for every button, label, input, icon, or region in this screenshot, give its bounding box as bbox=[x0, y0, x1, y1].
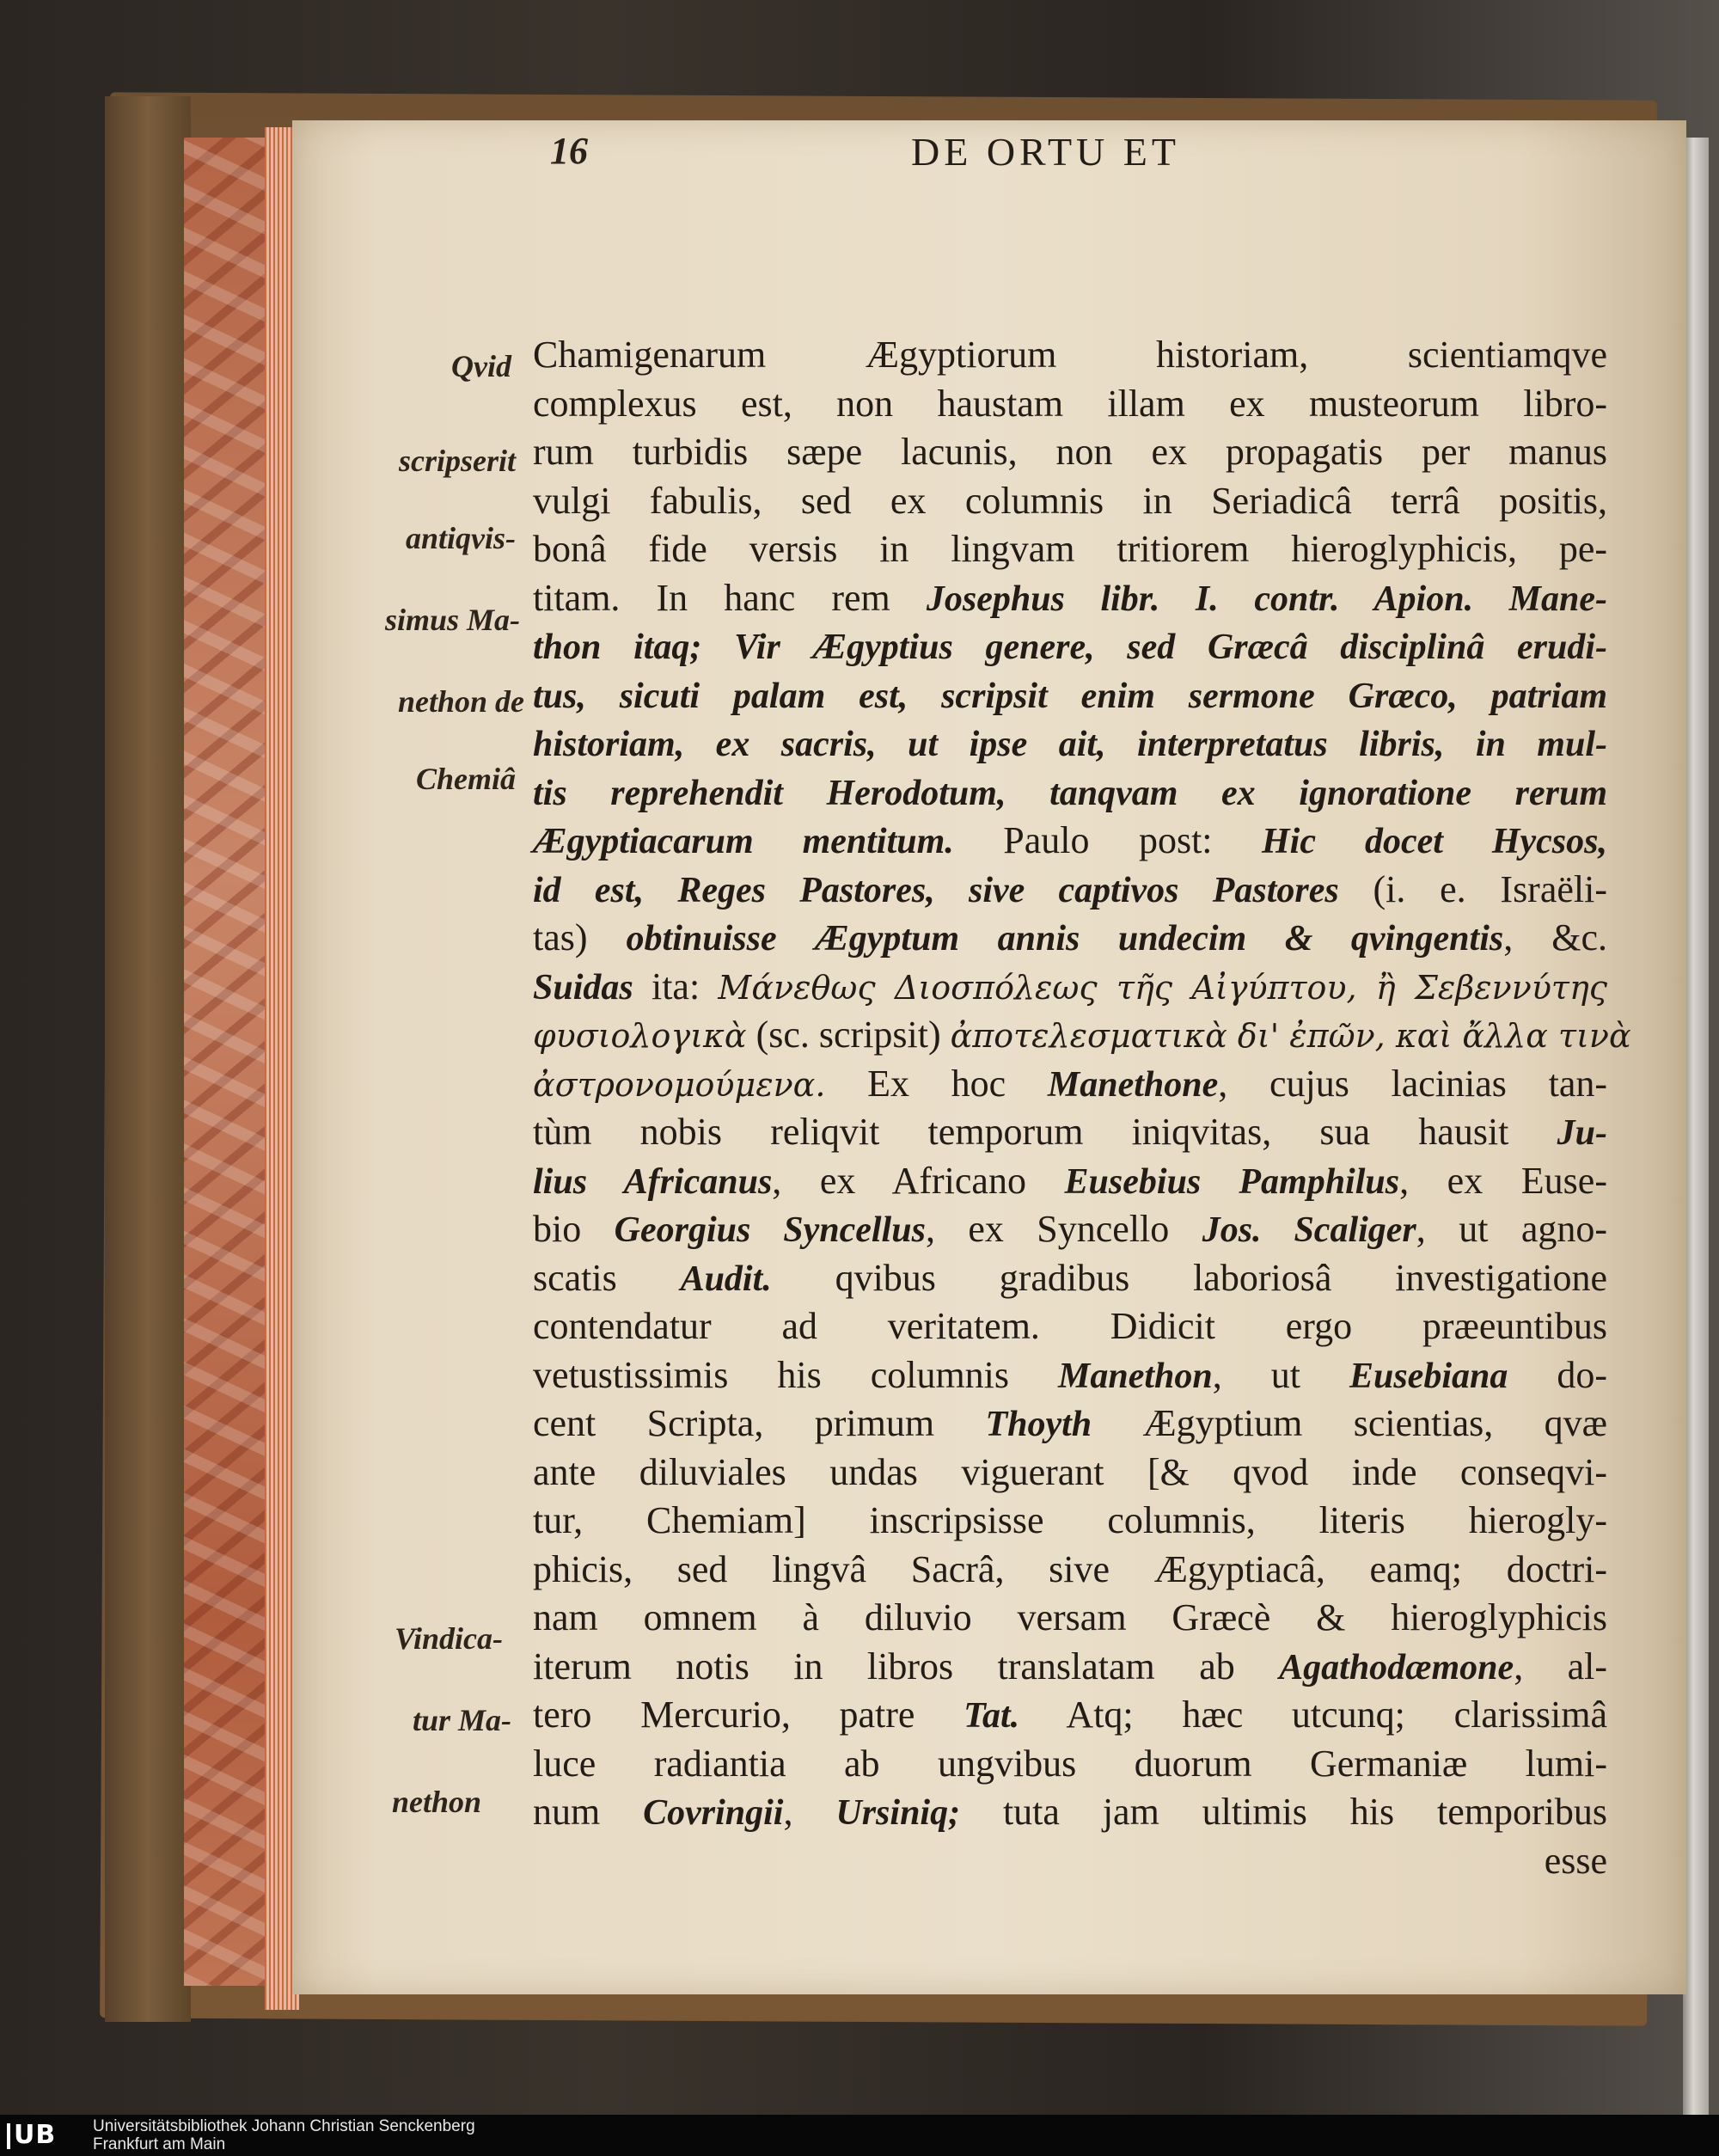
roman-text: bonâ fide versis in lingvam tritiorem hieroglyphicis, pe- bbox=[533, 528, 1607, 570]
roman-text: iterum notis in libros translatam ab bbox=[533, 1645, 1280, 1687]
text-line bbox=[533, 1497, 1607, 1546]
margin-note: Qvid bbox=[451, 349, 511, 383]
roman-text: titam. In hanc rem bbox=[533, 576, 927, 619]
text-line bbox=[533, 1205, 1607, 1254]
italic-text: Hic docet Hycsos, bbox=[1262, 822, 1608, 861]
margin-note: nethon de bbox=[397, 684, 524, 719]
italic-text: tus, sicuti palam est, scripsit enim sermone Græco, patriam bbox=[533, 676, 1607, 716]
roman-text: complexus est, non haustam illam ex musteorum libro- bbox=[533, 382, 1607, 425]
text-line bbox=[533, 477, 1607, 526]
italic-text: Eusebius Pamphilus bbox=[1064, 1161, 1400, 1202]
text-line bbox=[533, 380, 1607, 429]
roman-text: Paulo post: bbox=[953, 819, 1262, 861]
text-line bbox=[533, 866, 1607, 915]
italic-text: id est, Reges Pastores, sive captivos Pastores bbox=[533, 870, 1339, 910]
margin-note: simus Ma- bbox=[384, 603, 520, 637]
text-line bbox=[533, 720, 1607, 769]
roman-text: scatis bbox=[533, 1256, 681, 1299]
margin-note: antiqvis- bbox=[405, 521, 516, 555]
text-line bbox=[533, 817, 1607, 866]
roman-text: nam omnem à diluvio versam Græcè & hieroglyphicis bbox=[533, 1596, 1607, 1638]
margin-note: scripserit bbox=[398, 444, 516, 478]
text-line bbox=[533, 1011, 1631, 1060]
margin-note: Vindica- bbox=[394, 1621, 503, 1656]
roman-text: tero Mercurio, patre bbox=[533, 1694, 964, 1736]
roman-text: cent Scripta, primum bbox=[533, 1402, 986, 1444]
roman-text: Chamigenarum Ægyptiorum historiam, scientiamqve bbox=[533, 334, 1607, 376]
italic-text: Audit. bbox=[680, 1259, 772, 1299]
roman-text: rum turbidis sæpe lacunis, non ex propagatis per manus bbox=[533, 431, 1607, 473]
roman-text: tuta jam ultimis his temporibus bbox=[960, 1791, 1608, 1833]
text-line bbox=[533, 914, 1607, 963]
greek-text: ἀστρονομούμενα. bbox=[533, 1065, 826, 1104]
roman-text: , ut agno- bbox=[1416, 1208, 1608, 1250]
roman-text: do- bbox=[1508, 1353, 1608, 1396]
roman-text: num bbox=[533, 1791, 644, 1833]
text-line bbox=[533, 1594, 1607, 1643]
text-line bbox=[533, 769, 1607, 818]
italic-text: Manethone bbox=[1047, 1064, 1219, 1105]
italic-text: Ju- bbox=[1557, 1113, 1607, 1153]
text-line bbox=[533, 1351, 1607, 1400]
roman-text: Atq; hæc utcunq; clarissimâ bbox=[1019, 1694, 1607, 1736]
text-line bbox=[533, 331, 1607, 380]
roman-text: , ut bbox=[1212, 1353, 1349, 1396]
greek-text: φυσιολογικὰ bbox=[533, 1017, 747, 1055]
italic-text: obtinuisse Ægyptum annis undecim & qvingentis bbox=[626, 919, 1504, 959]
italic-text: Tat. bbox=[963, 1696, 1020, 1736]
text-line bbox=[533, 622, 1607, 671]
text-line bbox=[533, 1302, 1607, 1351]
body-text bbox=[533, 331, 1631, 1885]
roman-text: , &c. bbox=[1503, 916, 1607, 959]
italic-text: Ursiniq; bbox=[835, 1793, 961, 1833]
text-line bbox=[533, 1449, 1607, 1498]
roman-text: ante diluviales undas viguerant [& qvod inde conseqvi- bbox=[533, 1450, 1607, 1493]
text-line bbox=[533, 1643, 1607, 1692]
roman-text: phicis, sed lingvâ Sacrâ, sive Ægyptiacâ, eamq; doctri- bbox=[533, 1547, 1607, 1590]
roman-text: , bbox=[783, 1791, 836, 1833]
text-line bbox=[533, 1400, 1607, 1449]
adjacent-page-edge bbox=[1683, 138, 1709, 2115]
italic-text: historiam, ex sacris, ut ipse ait, interpretatus libris, in mul- bbox=[533, 725, 1607, 764]
italic-text: lius Africanus bbox=[533, 1161, 773, 1202]
italic-text: Josephus libr. I. contr. Apion. Mane- bbox=[926, 579, 1607, 619]
library-name-line2: Frankfurt am Main bbox=[93, 2135, 226, 2153]
roman-text: qvibus gradibus laboriosâ investigatione bbox=[771, 1256, 1607, 1299]
roman-text: vetustissimis his columnis bbox=[533, 1353, 1059, 1396]
text-line bbox=[533, 1546, 1607, 1595]
roman-text: Ægyptium scientias, qvæ bbox=[1092, 1402, 1607, 1444]
roman-text: , al- bbox=[1514, 1645, 1608, 1687]
roman-text: ita: bbox=[633, 965, 719, 1008]
text-line bbox=[533, 1157, 1607, 1206]
italic-text: Manethon bbox=[1058, 1356, 1213, 1396]
text-line bbox=[533, 1788, 1607, 1837]
italic-text: Ægyptiacarum mentitum. bbox=[533, 822, 954, 861]
roman-text: tur, Chemiam] inscripsisse columnis, literis hierogly- bbox=[533, 1499, 1607, 1541]
italic-text: Eusebiana bbox=[1349, 1356, 1508, 1396]
cover-spine-edge bbox=[105, 96, 191, 2022]
roman-text: tùm nobis reliqvit temporum iniqvitas, sua hausit bbox=[533, 1111, 1557, 1153]
greek-text: Μάνεθως Διοσπόλεως τῆς Αἰγύπτου, ἢ Σεβεννύτης bbox=[718, 968, 1608, 1007]
roman-text: Ex hoc bbox=[825, 1062, 1048, 1105]
text-line bbox=[533, 963, 1607, 1012]
roman-text: bio bbox=[533, 1208, 615, 1250]
roman-text: luce radiantia ab ungvibus duorum Germaniæ lumi- bbox=[533, 1742, 1607, 1785]
text-line bbox=[533, 525, 1607, 574]
margin-note: Chemiâ bbox=[415, 762, 516, 796]
text-line bbox=[533, 1691, 1607, 1740]
library-name-line1: Universitätsbibliothek Johann Christian Senckenberg bbox=[93, 2117, 475, 2135]
italic-text: Agathodæmone bbox=[1279, 1647, 1514, 1687]
text-line bbox=[533, 428, 1607, 477]
roman-text: (sc. scripsit) bbox=[746, 1014, 951, 1056]
roman-text: , cujus lacinias tan- bbox=[1218, 1062, 1608, 1105]
footer-bar bbox=[0, 2115, 1719, 2156]
italic-text: thon itaq; Vir Ægyptius genere, sed Græcâ disciplinâ erudi- bbox=[533, 628, 1607, 667]
roman-text: , ex Africano bbox=[772, 1159, 1065, 1202]
italic-text: Thoyth bbox=[985, 1405, 1092, 1444]
italic-text: tis reprehendit Herodotum, tanqvam ex ignoratione rerum bbox=[533, 773, 1607, 813]
marbled-endpaper bbox=[184, 138, 270, 1986]
italic-text: Suidas bbox=[533, 967, 633, 1008]
roman-text: , ex Euse- bbox=[1399, 1159, 1607, 1202]
text-line bbox=[533, 1837, 1607, 1886]
roman-text: esse bbox=[1544, 1839, 1607, 1882]
roman-text: (i. e. Israëli- bbox=[1338, 867, 1607, 910]
running-title: DE ORTU ET bbox=[911, 130, 1180, 174]
margin-note: tur Ma- bbox=[412, 1703, 511, 1737]
roman-text: tas) bbox=[533, 916, 627, 959]
italic-text: Covringii bbox=[643, 1793, 784, 1833]
library-name bbox=[93, 2117, 475, 2153]
text-line bbox=[533, 1060, 1607, 1109]
italic-text: Jos. Scaliger bbox=[1202, 1210, 1416, 1250]
text-line bbox=[533, 1254, 1607, 1303]
margin-note: nethon bbox=[391, 1785, 481, 1819]
roman-text: contendatur ad veritatem. Didicit ergo præeuntibus bbox=[533, 1305, 1607, 1347]
page-number: 16 bbox=[550, 130, 588, 172]
running-head bbox=[0, 129, 1719, 198]
roman-text: , ex Syncello bbox=[925, 1208, 1202, 1250]
ub-logo: UB bbox=[7, 2120, 86, 2151]
roman-text: vulgi fabulis, sed ex columnis in Seriadicâ terrâ positis, bbox=[533, 479, 1607, 522]
italic-text: Georgius Syncellus bbox=[614, 1210, 926, 1250]
text-line bbox=[533, 574, 1607, 623]
text-line bbox=[533, 1108, 1607, 1157]
text-line bbox=[533, 671, 1607, 720]
greek-text: ἀποτελεσματικὰ δι' ἐπῶν, καὶ ἄλλα τινὰ bbox=[950, 1017, 1631, 1055]
text-line bbox=[533, 1740, 1607, 1789]
